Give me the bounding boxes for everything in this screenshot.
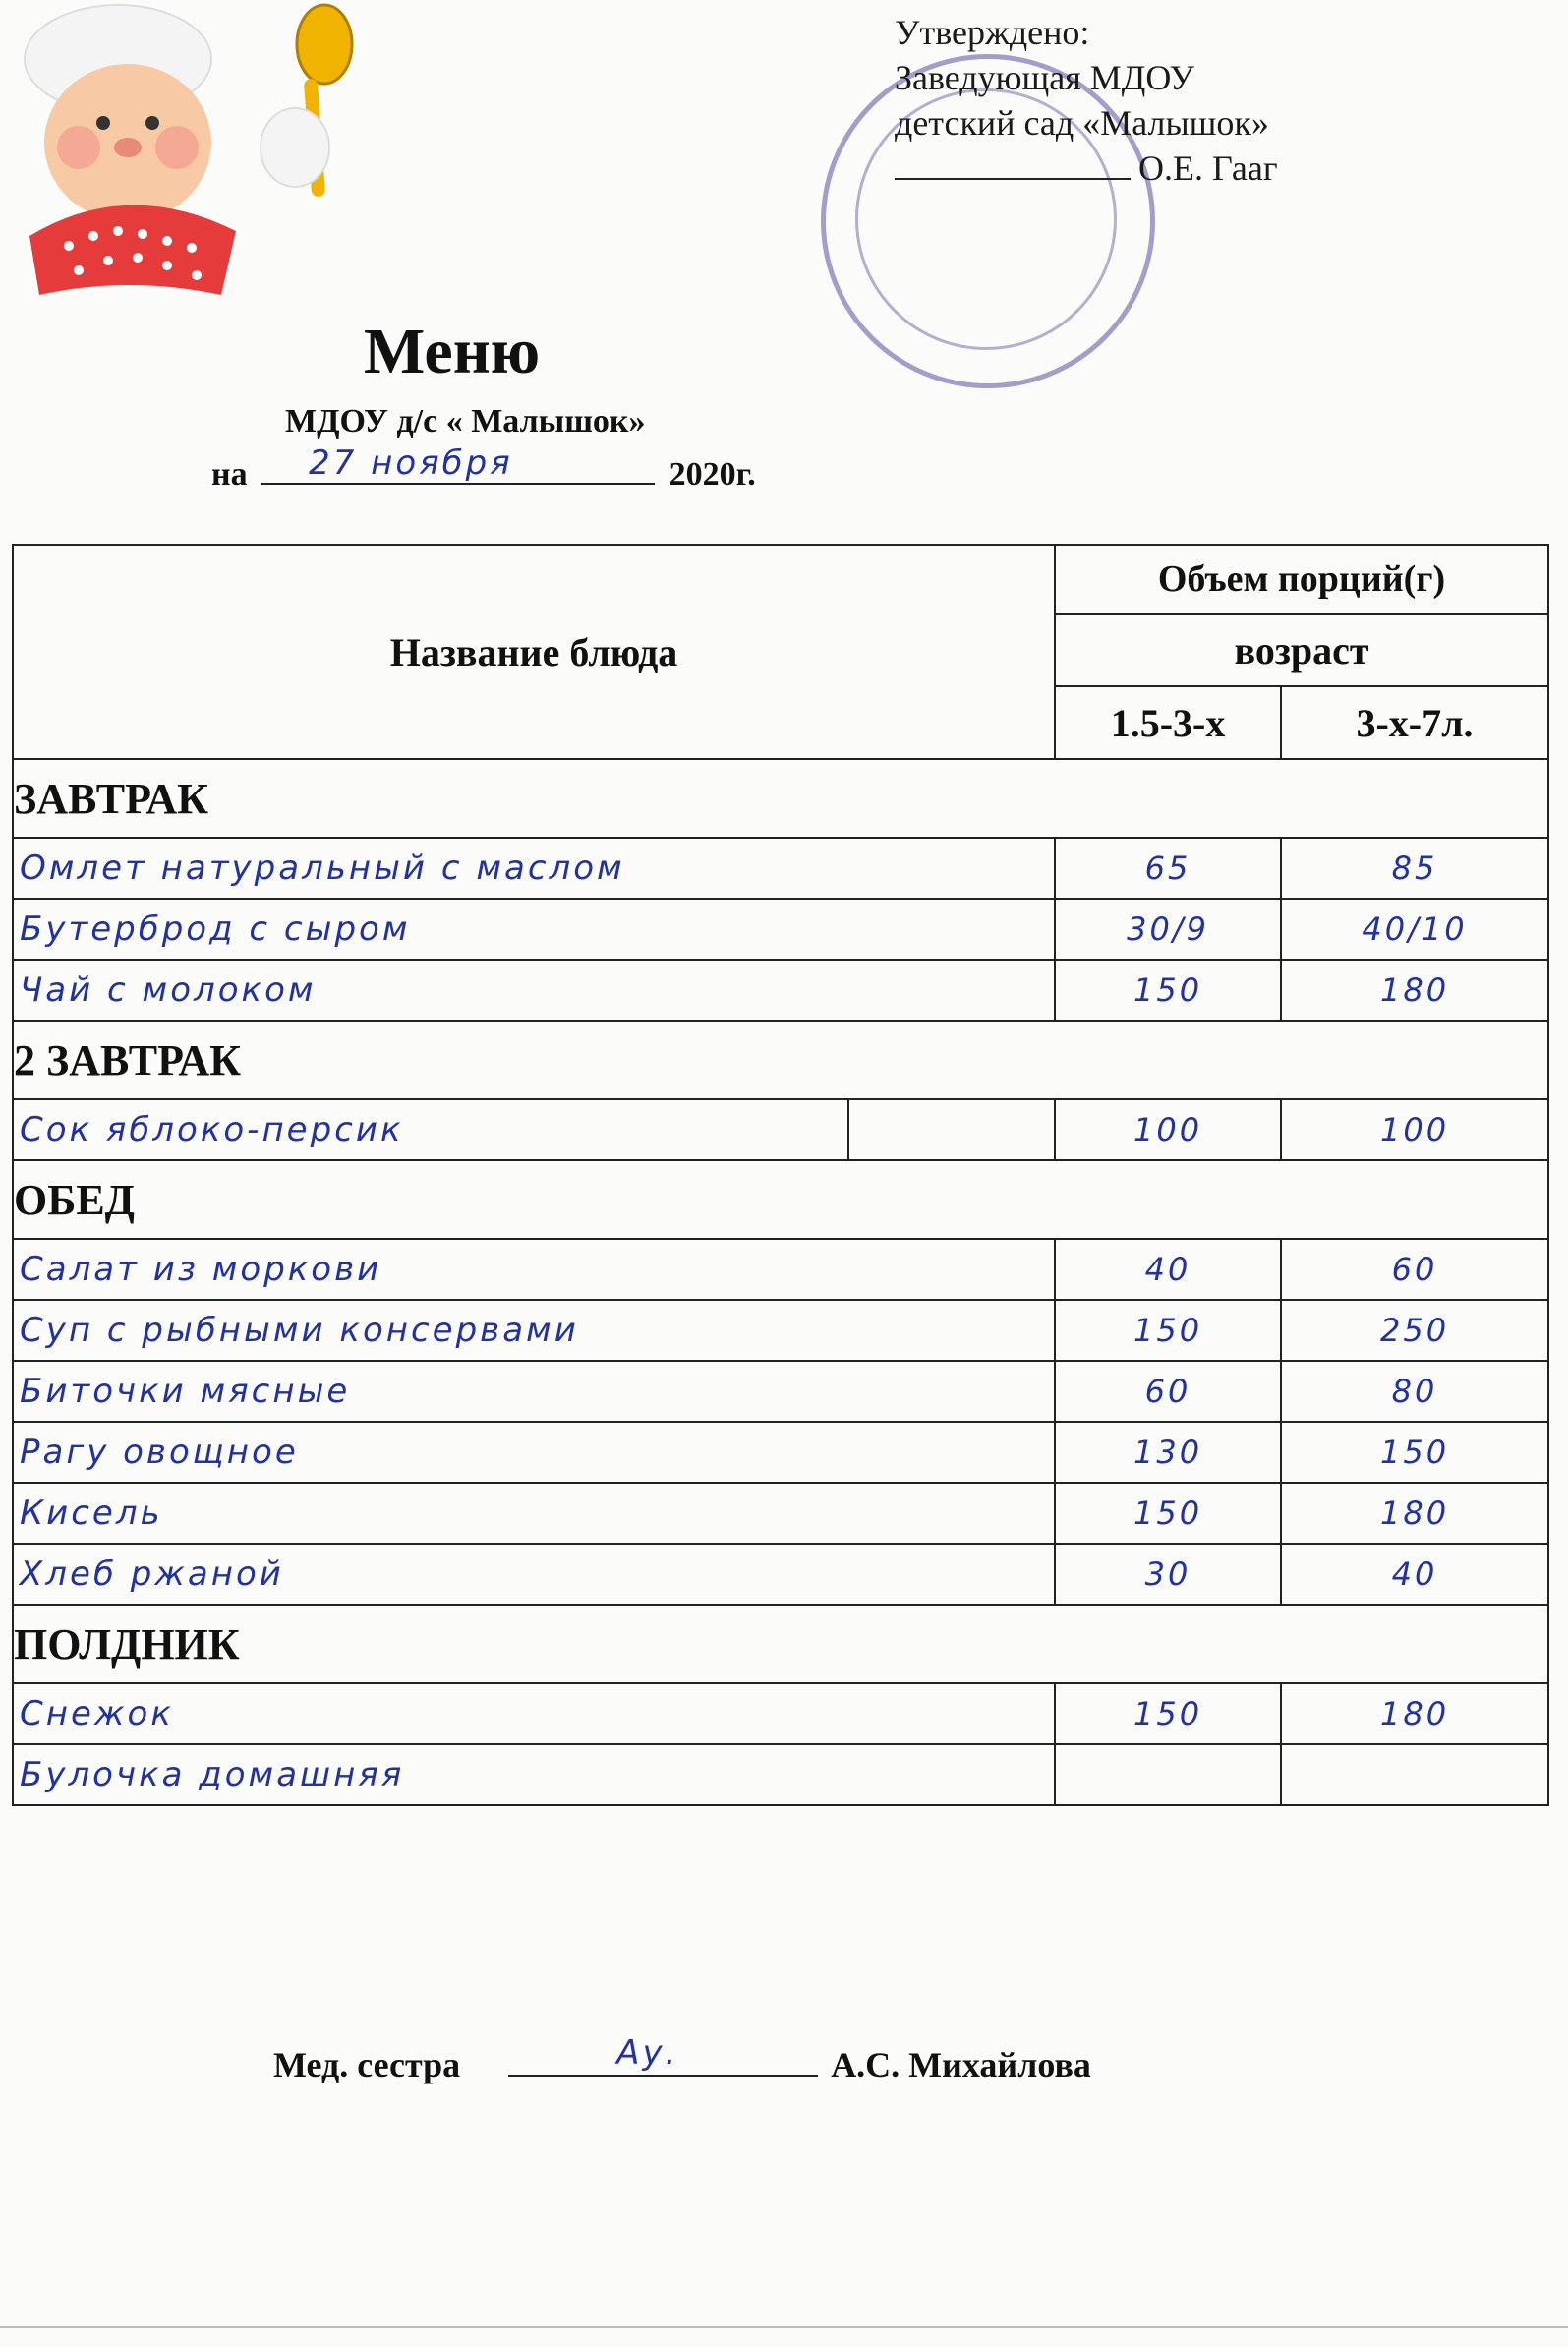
- dish-name: Булочка домашняя: [13, 1744, 1055, 1805]
- menu-row: [13, 1422, 1548, 1483]
- portion-age-1: [1055, 1744, 1281, 1805]
- menu-row: [13, 1744, 1548, 1805]
- approval-heading: Утверждено:: [895, 13, 1090, 52]
- dish-name: Салат из моркови: [13, 1239, 1055, 1300]
- dish-name: Омлет натуральный с маслом: [13, 838, 1055, 899]
- portion-age-2: 40/10: [1281, 899, 1548, 960]
- page-title: Меню: [364, 316, 541, 387]
- portion-age-1: 40: [1055, 1239, 1281, 1300]
- date-handwritten: 27 ноября: [309, 443, 513, 483]
- menu-row: [13, 1361, 1548, 1422]
- portion-age-2: 150: [1281, 1422, 1548, 1483]
- menu-row: [13, 1239, 1548, 1300]
- dish-name: Рагу овощное: [13, 1422, 1055, 1483]
- nurse-name: А.С. Михайлова: [831, 2045, 1091, 2084]
- portion-age-1: 30/9: [1055, 899, 1281, 960]
- dish-name: Кисель: [13, 1483, 1055, 1544]
- portion-age-1: 150: [1055, 960, 1281, 1021]
- menu-table: [12, 544, 1549, 1806]
- age-column-2: 3-х-7л.: [1281, 686, 1548, 759]
- portion-age-1: 30: [1055, 1544, 1281, 1605]
- dish-name: Сок яблоко-персик: [13, 1099, 848, 1160]
- bleed-through-mark: [1268, 324, 1284, 394]
- dish-name: Биточки мясные: [13, 1361, 1055, 1422]
- portion-age-2: 180: [1281, 1483, 1548, 1544]
- empty-cell: [848, 1099, 1055, 1160]
- date-field: [261, 443, 655, 485]
- portion-age-1: 100: [1055, 1099, 1281, 1160]
- footer-signature-line: [273, 2033, 1091, 2085]
- menu-row: [13, 838, 1548, 899]
- dish-name: Чай с молоком: [13, 960, 1055, 1021]
- dish-name: Бутерброд с сыром: [13, 899, 1055, 960]
- portion-age-2: 250: [1281, 1300, 1548, 1361]
- portion-age-2: 180: [1281, 1683, 1548, 1744]
- menu-row: [13, 1683, 1548, 1744]
- menu-row: [13, 1544, 1548, 1605]
- menu-row: [13, 1300, 1548, 1361]
- approval-organization: детский сад «Малышок»: [895, 103, 1269, 143]
- menu-row: [13, 899, 1548, 960]
- dish-name-header: Название блюда: [13, 545, 1055, 759]
- age-column-1: 1.5-3-х: [1055, 686, 1281, 759]
- portion-age-2: 60: [1281, 1239, 1548, 1300]
- portion-age-1: 150: [1055, 1483, 1281, 1544]
- section-header: ЗАВТРАК: [13, 759, 1548, 838]
- portion-age-1: 150: [1055, 1300, 1281, 1361]
- dish-name: Снежок: [13, 1683, 1055, 1744]
- portion-header: Объем порций(г): [1055, 545, 1548, 614]
- menu-row: [13, 1483, 1548, 1544]
- nurse-signature: Ау.: [508, 2043, 818, 2077]
- portion-age-2: 100: [1281, 1099, 1548, 1160]
- approval-signature: [895, 148, 1131, 180]
- approval-position: Заведующая МДОУ: [895, 58, 1194, 97]
- date-suffix: 2020г.: [668, 456, 756, 493]
- dish-name: Суп с рыбными консервами: [13, 1300, 1055, 1361]
- portion-age-2: [1281, 1744, 1548, 1805]
- nurse-role: Мед. сестра: [273, 2045, 461, 2084]
- section-header: ПОЛДНИК: [13, 1605, 1548, 1683]
- portion-age-2: 40: [1281, 1544, 1548, 1605]
- portion-age-2: 180: [1281, 960, 1548, 1021]
- date-prefix: на: [211, 456, 248, 493]
- portion-age-1: 65: [1055, 838, 1281, 899]
- portion-age-2: 80: [1281, 1361, 1548, 1422]
- approval-name: О.Е. Гааг: [1138, 148, 1278, 188]
- section-header: 2 ЗАВТРАК: [13, 1021, 1548, 1099]
- approval-block: [895, 10, 1278, 191]
- dish-name: Хлеб ржаной: [13, 1544, 1055, 1605]
- menu-date-line: [211, 443, 756, 494]
- age-header: возраст: [1055, 614, 1548, 686]
- section-header: ОБЕД: [13, 1160, 1548, 1239]
- portion-age-2: 85: [1281, 838, 1548, 899]
- portion-age-1: 60: [1055, 1361, 1281, 1422]
- portion-age-1: 150: [1055, 1683, 1281, 1744]
- page-subtitle: МДОУ д/с « Малышок»: [285, 403, 646, 440]
- scan-edge-line: [0, 2326, 1568, 2328]
- menu-row: [13, 1099, 1548, 1160]
- chef-illustration: [10, 0, 374, 305]
- menu-row: [13, 960, 1548, 1021]
- portion-age-1: 130: [1055, 1422, 1281, 1483]
